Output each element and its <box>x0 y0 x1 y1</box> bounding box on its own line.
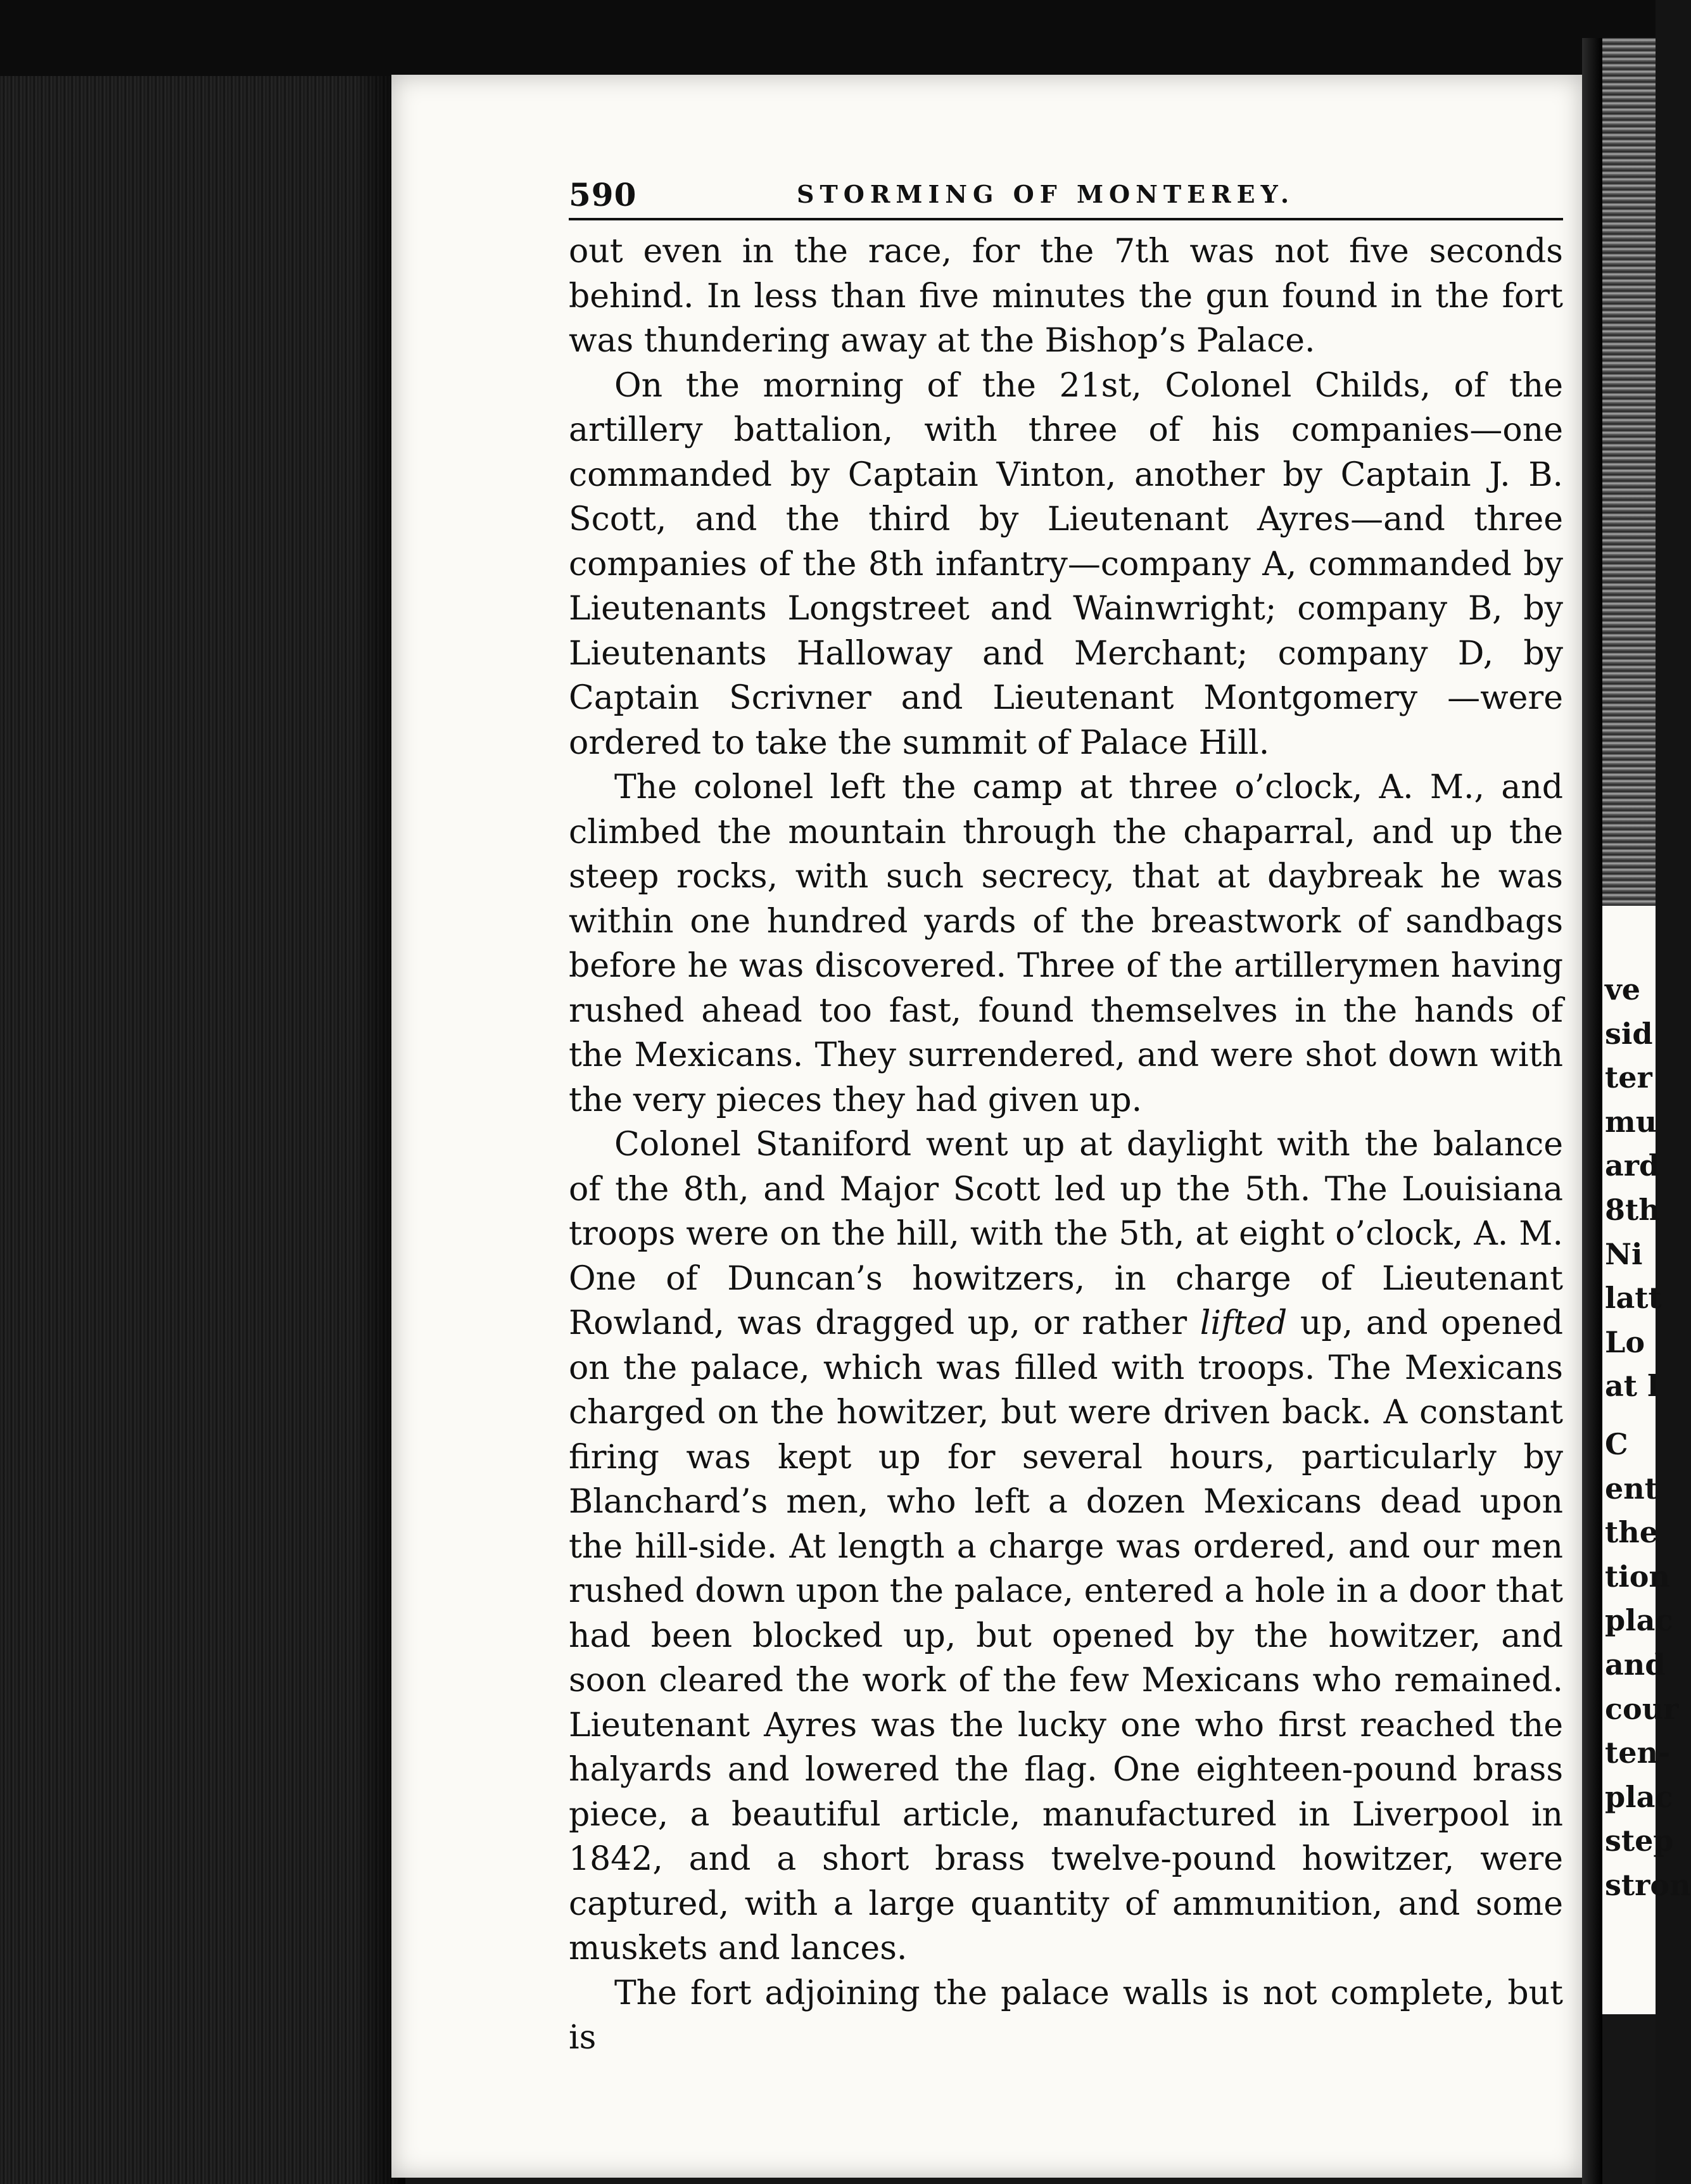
running-head: STORMING OF MONTEREY. <box>797 180 1295 208</box>
page-header <box>569 176 1563 214</box>
page-number: 590 <box>569 176 637 213</box>
emphasis-lifted: lifted <box>1200 1304 1288 1342</box>
adjacent-page-fragment: stron <box>1605 1868 1691 1902</box>
adjacent-page-fragment: ard <box>1605 1148 1660 1183</box>
body-text <box>569 229 1563 2060</box>
adjacent-page-fragment: Lo <box>1605 1324 1645 1359</box>
adjacent-page-fragment: cour <box>1605 1691 1679 1726</box>
paragraph-4: Colonel Staniford went up at daylight with the balance of the 8th, and Major Scott led up the 5th. The Louisiana troops were on the hill, with the 5th, at eight o’clock, A. M. One of Duncan’s howitzers, in charge of Lieutenant Rowland, was dragged up, or rather lifted up, and opened on the palace, which was filled with troops. The Mexicans charged on the howitzer, but were driven back. A constant firing was kept up for several hours, particularly by Blanchard’s men, who left a dozen Mexicans dead upon the hill-side. At length a charge was ordered, and our men rushed down upon the palace, entered a hole in a door that had been blocked up, but opened by the howitzer, and soon cleared the work of the few Mexicans who remained. Lieutenant Ayres was the lucky one who first reached the halyards and lowered the flag. One eighteen-pound brass piece, a beautiful article, manufactured in Liverpool in 1842, and a short brass twelve-pound howitzer, were captured, with a large quantity of ammunition, and some muskets and lances. <box>569 1126 1563 1967</box>
paragraph-5: The fort adjoining the palace walls is not complete, but is <box>569 1974 1563 2057</box>
adjacent-page-fragment: plac <box>1605 1603 1673 1638</box>
adjacent-page-fragment: latt <box>1605 1281 1662 1316</box>
adjacent-page-fragment: C <box>1605 1427 1628 1461</box>
adjacent-page-fragment: sid <box>1605 1016 1653 1051</box>
paragraph-1: out even in the race, for the 7th was not five seconds behind. In less than five minutes the gun found in the fort was thundering away at the Bishop’s Palace. <box>569 232 1563 360</box>
adjacent-page-fragment: ter <box>1605 1060 1652 1095</box>
adjacent-page-fragment: step <box>1605 1824 1674 1858</box>
adjacent-page-fragment: mu <box>1605 1104 1657 1139</box>
book-page <box>391 75 1582 2178</box>
adjacent-page-fragment: plac <box>1605 1779 1673 1814</box>
page-gutter <box>1582 38 1602 2184</box>
adjacent-page-fragment: ent <box>1605 1471 1658 1506</box>
top-dark-band <box>0 0 1656 76</box>
adjacent-page-fragment: Ni <box>1605 1236 1643 1271</box>
header-rule <box>569 218 1563 220</box>
paragraph-2: On the morning of the 21st, Colonel Childs, of the artillery battalion, with three of his companies—one commanded by Captain Vinton, another by Captain J. B. Scott, and the third by Lieutenant Ayres—and three companies of the 8th infantry—company A, commanded by Lieutenants Longstreet and Wainwright; company B, by Lieutenants Halloway and Merchant; company D, by Captain Scrivner and Lieutenant Montgomery —were ordered to take the summit of Palace Hill. <box>569 366 1563 762</box>
adjacent-page-fragment: at l <box>1605 1369 1659 1404</box>
adjacent-page-fragment: ve <box>1605 972 1640 1006</box>
adjacent-page-fragment: 8th <box>1605 1193 1660 1227</box>
adjacent-page-engraving <box>1602 38 1656 906</box>
page-content <box>569 176 1563 2060</box>
adjacent-page-fragment: ten- <box>1605 1736 1671 1770</box>
adjacent-page-fragment: and <box>1605 1648 1666 1682</box>
adjacent-page <box>1602 38 1691 2014</box>
book-cover-edge <box>0 0 399 2184</box>
adjacent-page-fragment: tion <box>1605 1559 1670 1594</box>
adjacent-page-fragment: the <box>1605 1515 1658 1550</box>
paragraph-3: The colonel left the camp at three o’clock, A. M., and climbed the mountain through the chaparral, and up the steep rocks, with such secrecy, that at daybreak he was within one hundred yards of the breastwork of sandbags before he was discovered. Three of the artillerymen having rushed ahead too fast, found themselves in the hands of the Mexicans. They surrendered, and were shot down with the very pieces they had given up. <box>569 768 1563 1119</box>
